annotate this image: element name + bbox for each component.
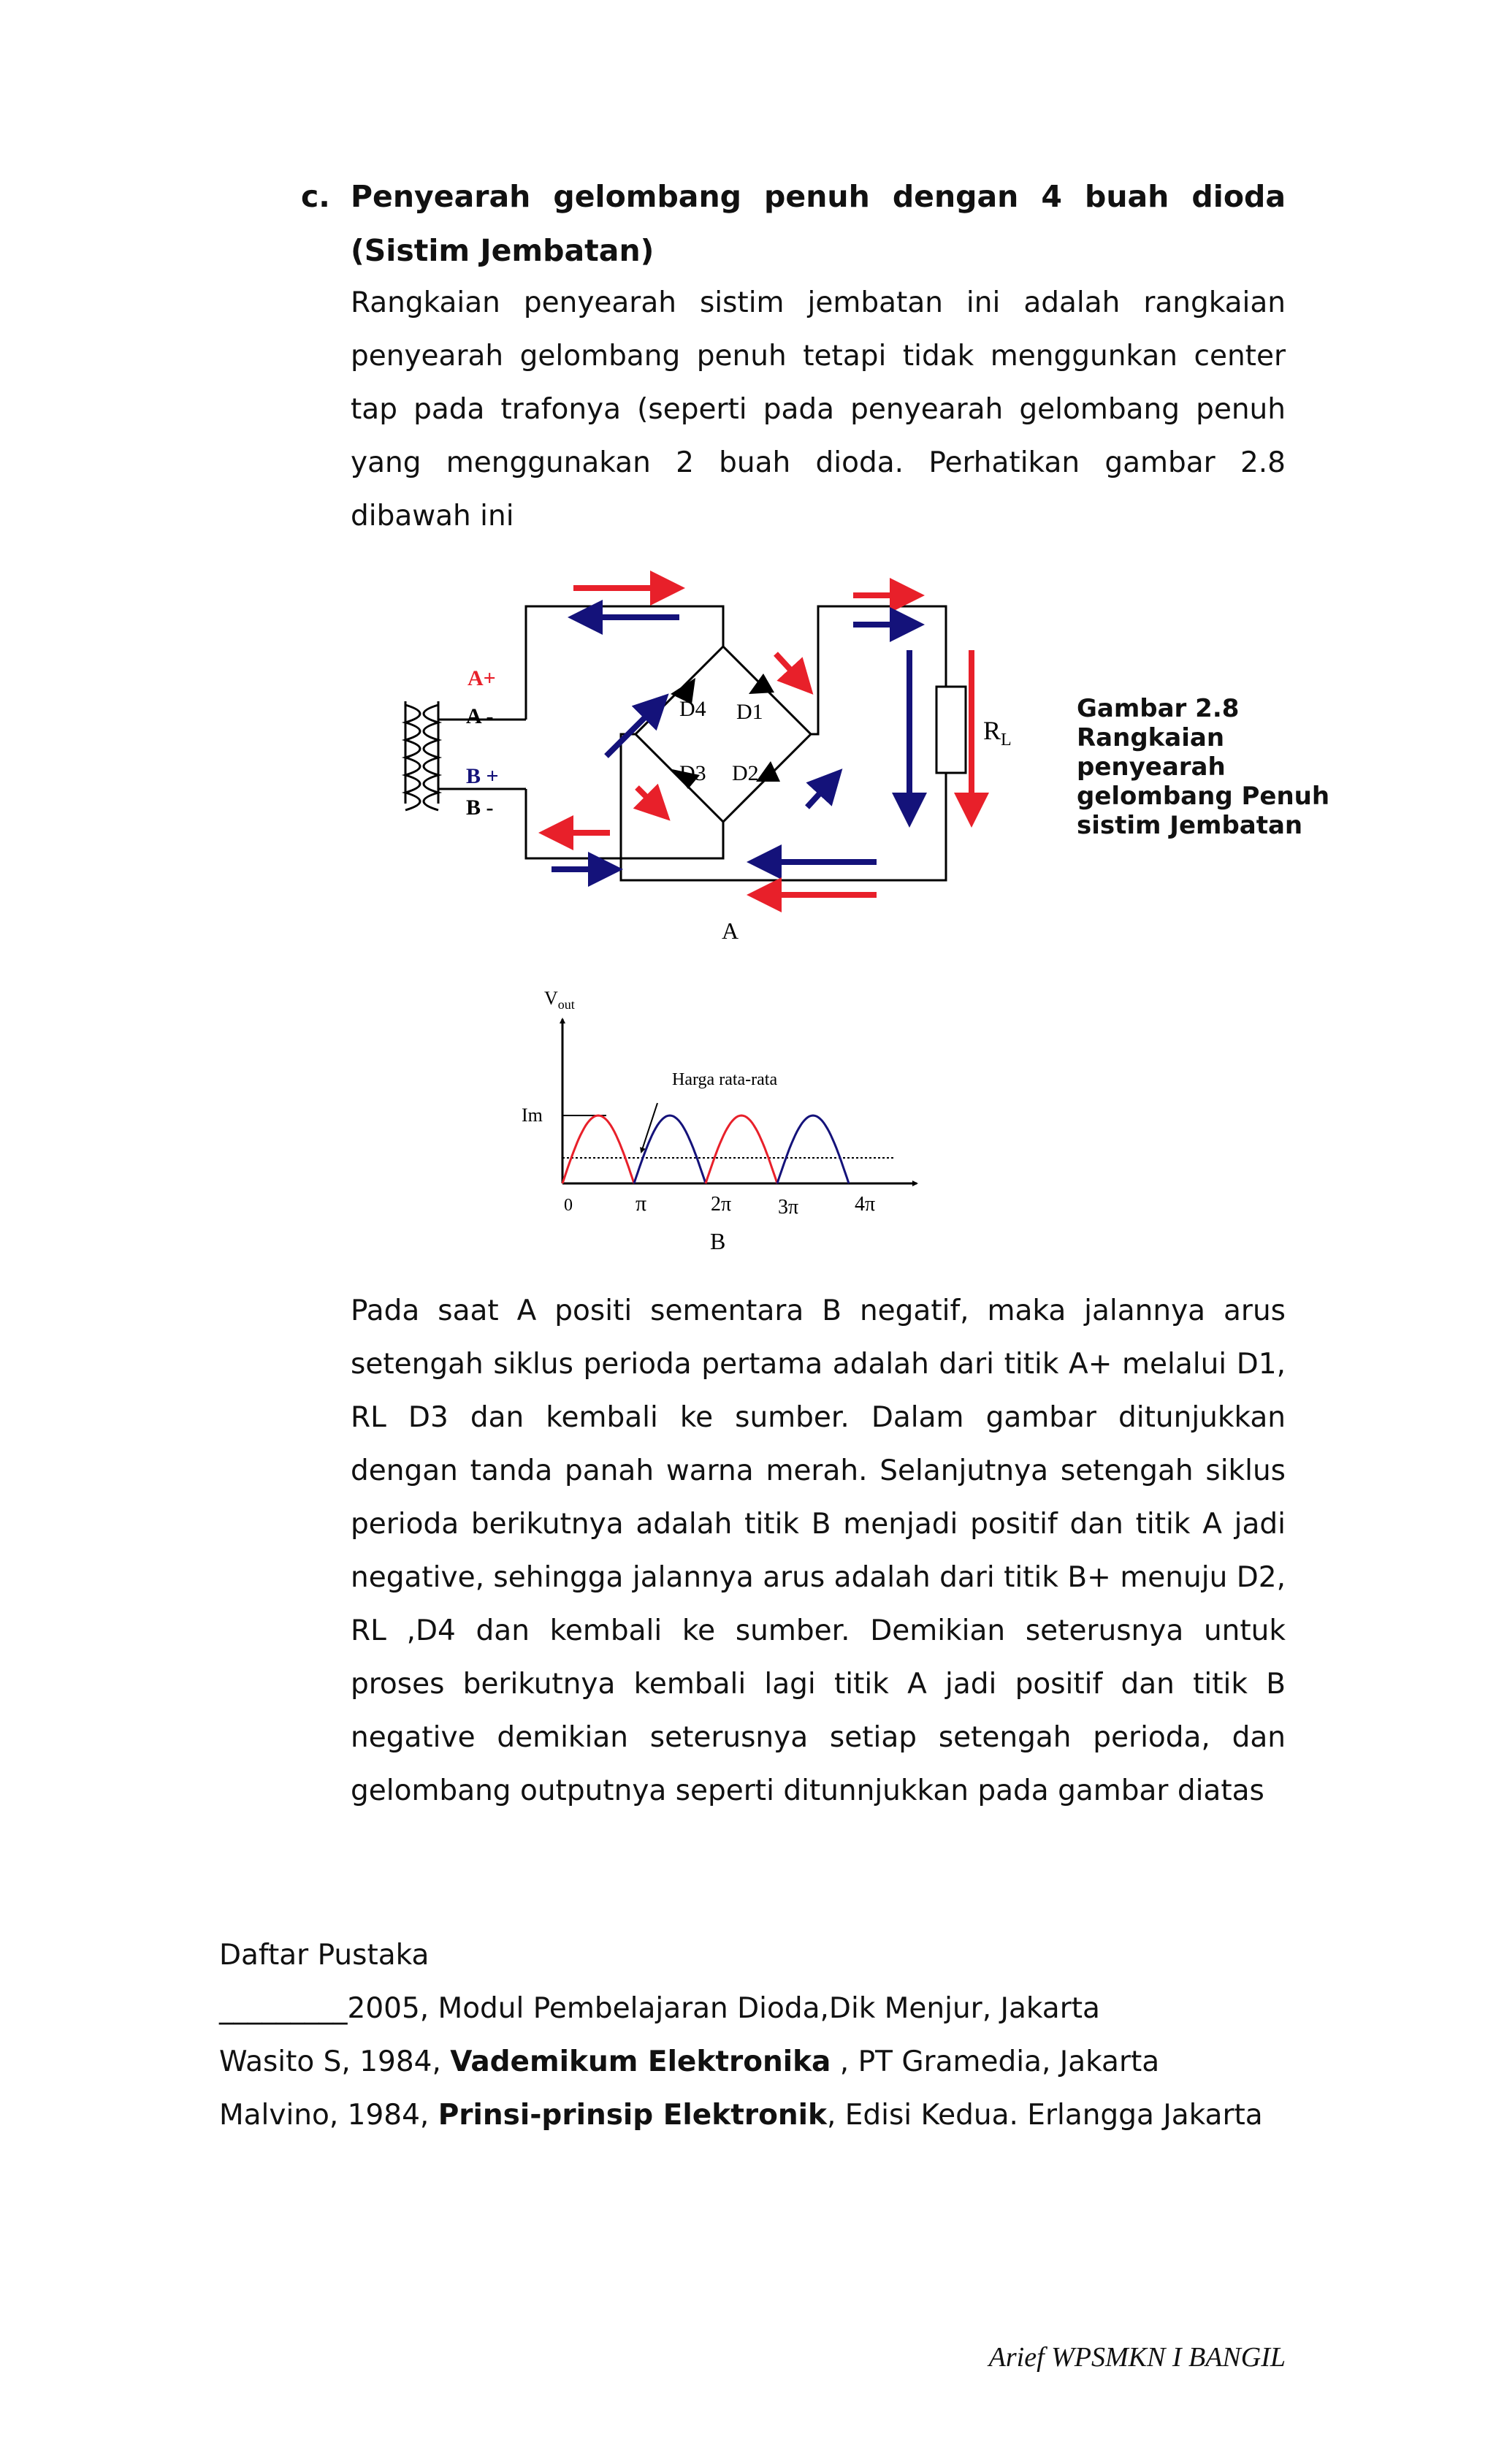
tick-label: 4π — [855, 1193, 876, 1216]
intro-paragraph: Rangkaian penyearah sistim jembatan ini adalah rangkaian penyearah gelombang penuh tetapi tidak menggunkan center tap pada trafonya (seperti pada penyearah gelombang penuh yang menggunakan 2 buah dioda. Perhatikan gambar 2.8 dibawah ini — [351, 286, 1286, 533]
references-heading: Daftar Pustaka — [219, 1939, 430, 1972]
caption-line: gelombang Penuh — [1077, 782, 1330, 811]
caption-line: sistim Jembatan — [1077, 811, 1303, 840]
reference-item: _________2005, Modul Pembelajaran Dioda,Dik Menjur, Jakarta — [219, 1992, 1100, 2025]
diode-bridge — [636, 646, 811, 822]
caption-line: penyearah — [1077, 752, 1226, 782]
tick-label: 3π — [778, 1196, 799, 1218]
half-wave-arch — [777, 1115, 849, 1183]
label-b-plus: B + — [466, 764, 499, 788]
im-label: Im — [522, 1105, 543, 1126]
references — [219, 1929, 1315, 2142]
half-wave-arch — [706, 1115, 777, 1183]
annotation-average: Harga rata-rata — [672, 1070, 778, 1089]
label-a-minus: A - — [466, 704, 494, 728]
tick-label: π — [636, 1191, 647, 1216]
label-d1: D1 — [736, 700, 763, 724]
arrow-blue-d2 — [807, 773, 839, 807]
caption-line: Gambar 2.8 — [1077, 694, 1240, 723]
reference-item: Malvino, 1984, Prinsi-prinsip Elektronik, Edisi Kedua. Erlangga Jakarta — [219, 2099, 1263, 2132]
tick-label: 2π — [711, 1193, 732, 1216]
half-wave-arch — [562, 1115, 634, 1183]
waveform-ylabel: $V_{out}$ — [544, 990, 575, 1012]
label-d3: D3 — [679, 761, 706, 785]
bridge-rectifier-circuit — [365, 570, 1066, 957]
figure-caption — [1077, 694, 1330, 840]
reference-item: Wasito S, 1984, Vademikum Elektronika , PT Gramedia, Jakarta — [219, 2045, 1160, 2078]
label-rl: $R_L$ — [983, 716, 1012, 750]
output-waveform — [504, 990, 928, 1260]
arrow-red-d1 — [776, 654, 809, 690]
arrow-blue-d4 — [606, 698, 665, 756]
rectified-arches — [562, 1115, 849, 1183]
current-arrows — [544, 588, 972, 895]
load-resistor — [936, 687, 966, 773]
arrow-red-d3 — [637, 787, 666, 817]
circuit-wires — [526, 606, 966, 880]
section-title: Penyearah gelombang penuh dengan 4 buah dioda (Sistim Jembatan) — [351, 179, 1286, 268]
half-wave-arch — [634, 1115, 706, 1183]
tick-label: 0 — [564, 1196, 573, 1215]
label-d2: D2 — [732, 761, 759, 785]
panel-label-a: A — [722, 918, 739, 944]
section-letter: c. — [301, 179, 330, 214]
footer-author: Arief WPSMKN I BANGIL — [988, 2342, 1286, 2373]
caption-line: Rangkaian — [1077, 723, 1225, 752]
label-a-plus: A+ — [468, 666, 496, 690]
label-b-minus: B - — [466, 796, 494, 820]
label-d4: D4 — [679, 697, 706, 721]
panel-label-b: B — [710, 1228, 726, 1254]
body-paragraph: Pada saat A positi sementara B negatif, maka jalannya arus setengah siklus perioda pertama adalah dari titik A+ melalui D1, RL D3 dan kembali ke sumber. Dalam gambar ditunjukkan dengan tanda panah warna merah. Selanjutnya setengah siklus perioda berikutnya adalah titik B menjadi positif dan titik A jadi negative, sehingga jalannya arus adalah dari titik B+ menuju D2, RL ,D4 dan kembali ke sumber. Demikian seterusnya untuk proses berikutnya kembali lagi titik A jadi positif dan titik B negative demikian seterusnya setiap setengah perioda, dan gelombang outputnya seperti ditunnjukkan pada gambar diatas — [351, 1294, 1286, 1807]
